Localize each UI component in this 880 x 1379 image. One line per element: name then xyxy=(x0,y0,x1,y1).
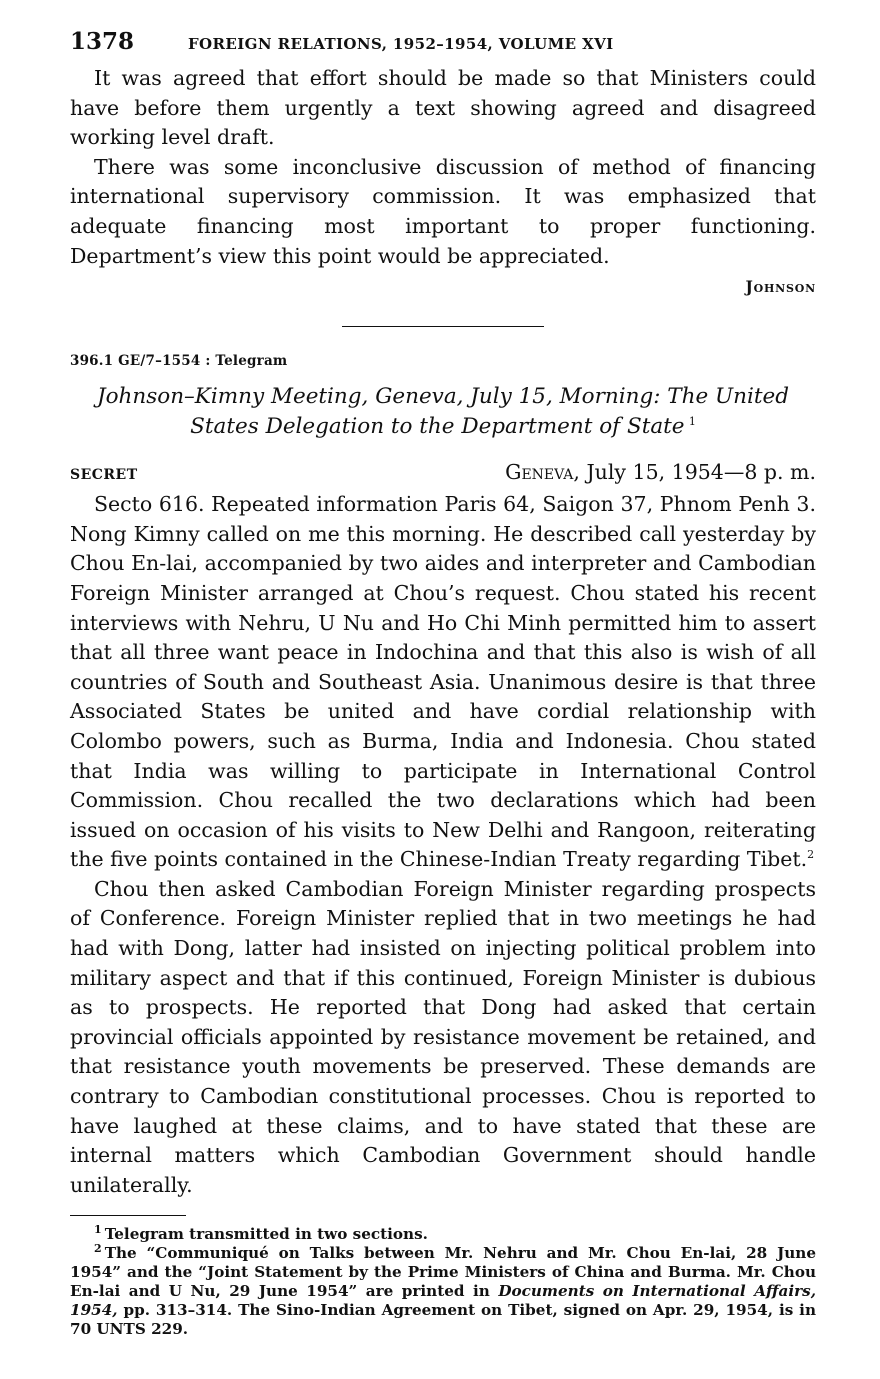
footnote-1-marker: 1 xyxy=(94,1223,102,1237)
footnote-2-text-b: pp. 313–314. The Sino-Indian Agreement on Tibet, signed on Apr. 29, 1954, is in 70 UNTS 229. xyxy=(70,1301,816,1339)
telegram-paragraph-1-text: Secto 616. Repeated information Paris 64, Saigon 37, Phnom Penh 3. Nong Kimny called on me this morning. He described call yesterday by Chou En-lai, accompanied by two aides and interpreter and Cambodian Foreign Minister arranged at Chou’s request. Chou stated his recent interviews with Nehru, U Nu and Ho Chi Minh permitted him to assert that all three want peace in Indochina and that this also is wish of all countries of South and Southeast Asia. Unanimous desire is that three Associated States be united and have cordial relationship with Colombo powers, such as Burma, India and Indonesia. Chou stated that India was willing to participate in International Control Commission. Chou recalled the two declarations which had been issued on occasion of his visits to New Delhi and Rangoon, reiterating the five points contained in the Chinese-Indian Treaty regarding Tibet. xyxy=(70,492,816,872)
place: Geneva xyxy=(505,460,574,485)
place-and-date xyxy=(505,460,816,484)
footnote-1 xyxy=(70,1225,816,1244)
footnote-2 xyxy=(70,1244,816,1339)
document-title xyxy=(70,382,816,442)
signature: Johnson xyxy=(745,277,816,297)
prior-paragraph-2: There was some inconclusive discussion of method of financing international supervisory commission. It was emphasized that adequate financing most important to proper functioning. Department’s view this point would be appreciated. xyxy=(70,154,816,268)
prior-paragraph-1: It was agreed that effort should be made so that Ministers could have before them urgently a text showing agreed and disagreed working level draft. xyxy=(70,66,816,150)
running-head xyxy=(70,28,816,64)
footnote-2-marker: 2 xyxy=(94,1242,102,1256)
telegram-paragraph-2: Chou then asked Cambodian Foreign Minister regarding prospects of Conference. Foreign Minister replied that in two meetings he had had with Dong, latter had insisted on injecting political problem into military aspect and that if this continued, Foreign Minister is dubious as to prospects. He reported that Dong had asked that certain provincial officials appointed by resistance movement be retained, and that resistance youth movements be preserved. These demands are contrary to Cambodian constitutional processes. Chou is reported to have laughed at these claims, and to have stated that these are internal matters which Cambodian Government should handle unilaterally. xyxy=(70,876,816,1197)
footnote-marker-2: 2 xyxy=(807,848,815,862)
document-title-line-2: States Delegation to the Department of State xyxy=(190,414,685,440)
telegram-paragraph-1 xyxy=(70,490,816,875)
footnote-marker-1: 1 xyxy=(688,415,696,428)
page-number: 1378 xyxy=(70,28,135,55)
dateline xyxy=(70,460,816,490)
date: , July 15, 1954—8 p. m. xyxy=(573,460,816,485)
file-reference: 396.1 GE/7–1554 : Telegram xyxy=(70,353,288,370)
classification: SECRET xyxy=(70,467,138,484)
running-head-title: FOREIGN RELATIONS, 1952–1954, VOLUME XVI xyxy=(188,35,614,53)
footnote-1-text: Telegram transmitted in two sections. xyxy=(104,1225,428,1244)
section-divider xyxy=(342,326,544,327)
document-title-line-1: Johnson–Kimny Meeting, Geneva, July 15, Morning: The United xyxy=(96,384,790,410)
footnote-divider xyxy=(70,1215,186,1216)
footnote-2-publication-title: Documents on International Affairs, 1954, xyxy=(70,1282,816,1320)
document-page xyxy=(70,28,816,1339)
footnote-2-text-a: The “Communiqué on Talks between Mr. Nehru and Mr. Chou En-lai, 28 June 1954” and the “Joint Statement by the Prime Ministers of China and Burma. Mr. Chou En-lai and U Nu, 29 June 1954” are printed in xyxy=(70,1244,816,1301)
